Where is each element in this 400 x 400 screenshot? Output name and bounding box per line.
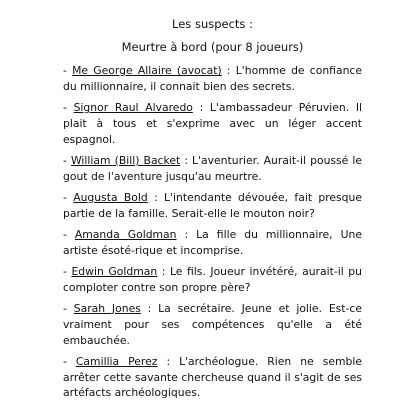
- suspect-name: Signor Raul Alvaredo: [73, 100, 193, 114]
- entry-prefix: -: [63, 264, 72, 278]
- suspect-entry-edwin-goldman: [63, 264, 362, 296]
- suspect-name: William (Bill) Backet: [70, 153, 181, 167]
- suspect-entry-jones: [63, 301, 362, 349]
- suspect-name: Amanda Goldman: [74, 227, 177, 241]
- entry-prefix: -: [63, 354, 76, 368]
- suspect-description: : Le fils. Joueur invétéré, aurait-il pu comploter contre son propre père?: [63, 264, 362, 294]
- suspect-entry-perez: [63, 354, 362, 400]
- suspect-name: Camillia Perez: [75, 354, 158, 368]
- suspect-name: Me George Allaire (avocat): [72, 64, 222, 78]
- suspect-description: : L'aventurier. Aurait-il poussé le gout de l'aventure jusqu'au meurtre.: [63, 153, 363, 183]
- entry-prefix: -: [63, 100, 74, 114]
- suspect-description: : L'intendante dévouée, fait presque partie de la famille. Serait-elle le mouton noir?: [63, 190, 363, 220]
- document-subtitle: Meurtre à bord (pour 8 joueurs): [121, 40, 304, 55]
- document-title: Les suspects :: [172, 17, 253, 31]
- entry-prefix: -: [63, 64, 73, 78]
- suspect-name: Edwin Goldman: [71, 264, 158, 278]
- suspect-description: : L'ambassadeur Péruvien. Il plait à tous et s'exprime avec un léger accent espagnol.: [63, 100, 362, 146]
- suspect-description: : L'archéologue. Rien ne semble arrêter cette savante chercheuse quand il s'agit de ses artéfacts archéologiques.: [63, 354, 363, 400]
- entry-prefix: -: [63, 227, 75, 241]
- suspect-entry-amanda-goldman: [63, 227, 362, 259]
- suspect-entry-bold: [63, 190, 362, 222]
- entry-prefix: -: [63, 301, 74, 315]
- entry-prefix: -: [63, 190, 74, 204]
- suspect-name: Augusta Bold: [73, 190, 148, 204]
- suspect-description: : L'homme de confiance du millionnaire, il connait bien des secrets.: [63, 64, 362, 93]
- suspect-description: : La secrétaire. Jeune et jolie. Est-ce vraiment pour ses compétences qu'elle a été embauchée.: [63, 301, 362, 347]
- suspect-name: Sarah Jones: [73, 301, 141, 315]
- suspect-entry-backet: [63, 153, 362, 185]
- suspect-entry-allaire: [63, 63, 362, 95]
- suspect-description: : La fille du millionnaire, Une artiste ésoté-rique et incomprise.: [63, 227, 362, 257]
- suspect-entry-alvaredo: [63, 100, 362, 148]
- entry-prefix: -: [63, 153, 71, 167]
